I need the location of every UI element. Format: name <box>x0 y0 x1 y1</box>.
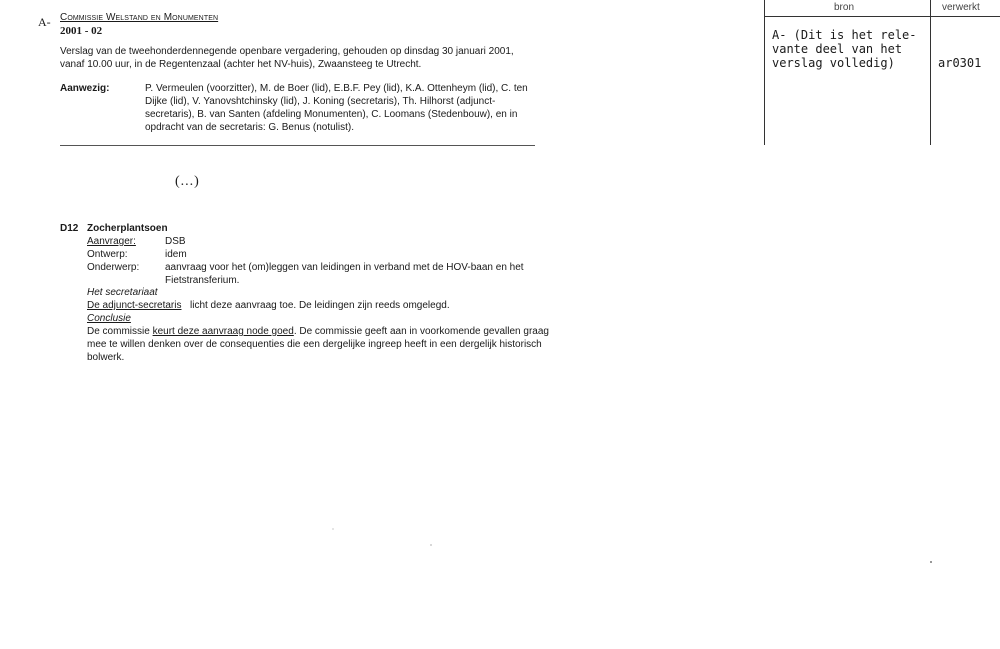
source-marker: A- <box>38 15 51 29</box>
conclusion-text <box>87 325 557 364</box>
verwerkt-cell: ar0301 <box>938 56 982 70</box>
conclusion-decision: keurt deze aanvraag node goed <box>152 326 294 337</box>
field-value-applicant: DSB <box>165 236 186 247</box>
field-label-subject: Onderwerp: <box>87 262 140 273</box>
meeting-number: 2001 - 02 <box>60 25 103 37</box>
committee-name: Commissie Welstand en Monumenten <box>60 12 219 23</box>
scan-speck <box>430 544 432 546</box>
omission-marker: (...) <box>175 174 200 189</box>
field-value-design: idem <box>165 249 187 260</box>
field-label-design: Ontwerp: <box>87 249 128 260</box>
secretariat-heading: Het secretariaat <box>87 287 158 298</box>
column-header-verwerkt: verwerkt <box>942 2 980 13</box>
field-value-subject: aanvraag voor het (om)leggen van leidingen in verband met de HOV-baan en het Fietstransferium. <box>165 262 524 286</box>
secretariat-subject: De adjunct-secretaris <box>87 300 182 311</box>
field-label-applicant: Aanvrager: <box>87 236 136 247</box>
secretariat-text: licht deze aanvraag toe. De leidingen zijn reeds omgelegd. <box>190 300 450 311</box>
section-divider <box>60 145 535 146</box>
source-table <box>764 0 1000 145</box>
scan-speck <box>930 561 932 563</box>
conclusion-pre: De commissie <box>87 326 153 337</box>
bron-cell: A- (Dit is het rele-vante deel van het verslag volledig) <box>772 28 917 70</box>
item-code: D12 <box>60 223 79 234</box>
conclusion-post: . De commissie geeft aan in voorkomende gevallen graag mee te willen denken over de consequenties die een dergelijke ingreep heeft in een dergelijk historisch bolwerk. <box>87 326 549 363</box>
table-header-rule <box>764 16 1000 17</box>
conclusion-heading: Conclusie <box>87 313 131 324</box>
attendance-list: P. Vermeulen (voorzitter), M. de Boer (lid), E.B.F. Pey (lid), K.A. Ottenheym (lid), C. ten Dijke (lid), V. Yanovshtchinsky (lid), J. Koning (secretaris), Th. Hilhorst (adjunct-secretaris), B. van Santen (afdeling Monumenten), C. Loomans (Stedenbouw), en in opdracht van de secretaris: G. Benus (notulist). <box>145 83 528 133</box>
item-title: Zocherplantsoen <box>87 223 168 234</box>
scan-speck <box>332 528 334 530</box>
meeting-intro: Verslag van de tweehonderdennegende openbare vergadering, gehouden op dinsdag 30 januari 2001, vanaf 10.00 uur, in de Regentenzaal (achter het NV-huis), Zwaansteeg te Utrecht. <box>60 46 514 70</box>
attendance-label: Aanwezig: <box>60 83 110 94</box>
table-border-left <box>764 0 765 145</box>
column-header-bron: bron <box>834 2 855 13</box>
table-column-divider <box>930 0 931 145</box>
